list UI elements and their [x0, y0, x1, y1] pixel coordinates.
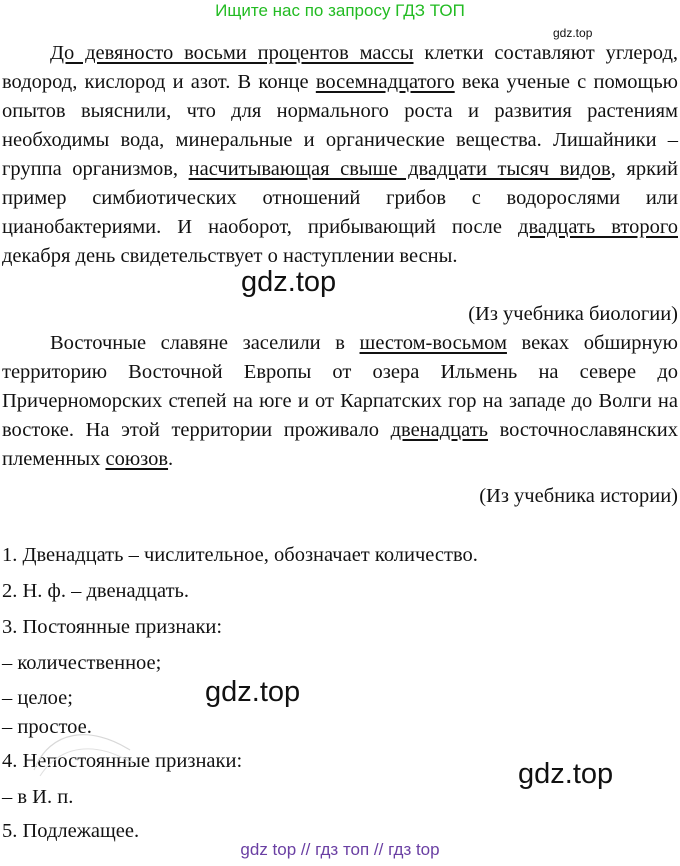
watermark-small: gdz.top — [553, 26, 593, 40]
analysis-item: – в И. п. — [2, 786, 74, 808]
phrase-underlined: восемнадцатого — [315, 71, 455, 93]
text-block — [2, 39, 678, 511]
text-run: клетки составляют углерод, водород, кислород и азот. В конце — [2, 42, 678, 93]
text-run: декабря день свидетельствует о наступлении весны. — [2, 245, 458, 267]
source-biology: (Из учебника биологии) — [468, 303, 678, 325]
analysis-item: 3. Постоянные признаки: — [2, 616, 223, 638]
paragraph-biology — [2, 39, 678, 271]
analysis-item: 4. Непостоянные признаки: — [2, 750, 243, 772]
analysis-item: 1. Двенадцать – числительное, обозначает количество. — [2, 544, 478, 566]
footer-links: gdz top // гдз топ // гдз top — [240, 840, 440, 859]
analysis-item: – простое. — [2, 716, 92, 738]
analysis-item: 2. Н. ф. – двенадцать. — [2, 580, 190, 602]
text-run: восточнославянских племенных — [2, 419, 678, 470]
watermark-big: gdz.top — [518, 758, 614, 790]
phrase-underlined: насчитывающая свыше двадцати тысяч видов — [188, 158, 611, 180]
paragraph-history — [2, 329, 678, 474]
phrase-underlined: двенадцать — [390, 419, 489, 441]
watermark-big: gdz.top — [205, 676, 301, 708]
phrase-underlined: До девяносто восьми процентов массы — [50, 42, 414, 64]
search-banner: Ищите нас по запросу ГДЗ ТОП — [215, 1, 465, 20]
faint-stamp-mark — [30, 720, 140, 780]
text-run: веках обширную территорию Восточной Европы от озера Ильмень на севере до Причерноморских степей на юге и от Карпатских гор на западе до Волги на востоке. На этой территории проживало — [2, 332, 678, 441]
analysis-item: – целое; — [2, 687, 73, 709]
phrase-underlined: двадцать второго — [518, 216, 678, 238]
text-run: Восточные славяне заселили в — [50, 332, 360, 354]
source-history: (Из учебника истории) — [479, 485, 678, 507]
analysis-item: – количественное; — [2, 652, 162, 674]
text-run: , яркий пример симбиотических отношений грибов с водорослями или цианобактериями. И наоборот, прибывающий после — [2, 158, 678, 238]
text-run: . — [168, 448, 174, 470]
watermark-big: gdz.top — [241, 266, 337, 298]
phrase-underlined: союзов — [105, 448, 169, 470]
phrase-underlined: шестом-восьмом — [359, 332, 507, 354]
text-run: века ученые с помощью опытов выяснили, что для нормального роста и развития растениям необходимы вода, минеральные и органические вещества. Лишайники – группа организмов, — [2, 71, 678, 180]
analysis-item: 5. Подлежащее. — [2, 820, 140, 842]
